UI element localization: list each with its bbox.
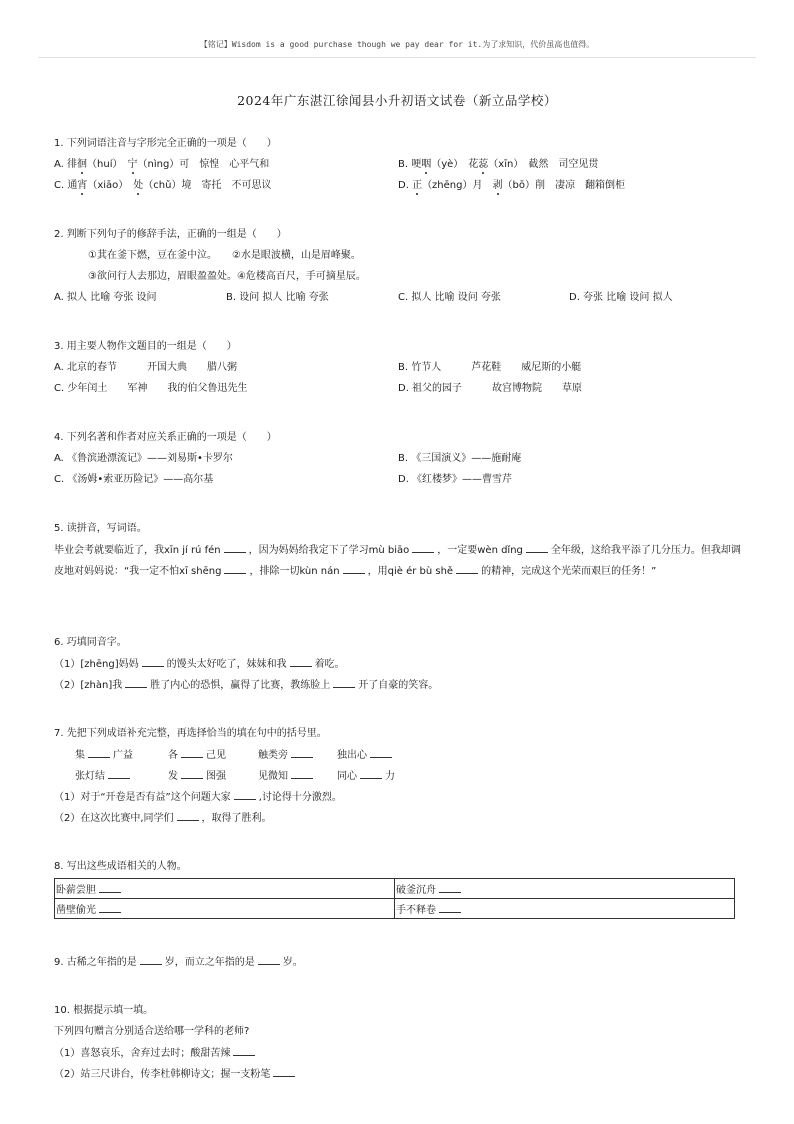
dotted-char: 剥 <box>492 180 503 191</box>
q10-line1 <box>54 1046 258 1061</box>
text: 各 <box>168 750 178 761</box>
q7-stem: 7. 先把下列成语补充完整，再选择恰当的填在句中的括号里。 <box>54 728 327 739</box>
answer-blank[interactable] <box>140 955 162 965</box>
q5-stem: 5. 读拼音，写词语。 <box>54 523 147 534</box>
q7-idiom <box>75 769 133 784</box>
answer-blank[interactable] <box>108 769 130 779</box>
text: 破釜沉舟 <box>396 885 436 896</box>
answer-blank[interactable] <box>360 769 382 779</box>
answer-blank[interactable] <box>291 748 313 758</box>
text: （huí） <box>87 159 128 170</box>
table-cell[interactable] <box>55 879 395 899</box>
text: 全年级，这给我平添了几分压力。但我却调皮地对妈妈说：“我一定不怕xī shēng <box>54 545 741 577</box>
q2-sentences-line2: ③欲问行人去那边，眉眼盈盈处。④危楼高百尺，手可摘星辰。 <box>88 271 366 282</box>
answer-blank[interactable] <box>526 543 548 553</box>
text: ,讨论得十分激烈。 <box>258 792 342 803</box>
q7-idiom <box>337 748 395 763</box>
text: （yè） 花 <box>431 159 479 170</box>
q7-sentence1 <box>54 790 342 805</box>
text: 发 <box>168 771 178 782</box>
q4-option-d[interactable]: D. 《红楼梦》——曹雪芹 <box>398 474 513 485</box>
text: 胜了内心的恐惧，赢得了比赛，教练脸上 <box>150 680 331 691</box>
text: 己见 <box>206 750 226 761</box>
table-cell[interactable] <box>55 899 395 919</box>
q3-option-d[interactable]: D. 祖父的园子 故宫博物院 草原 <box>398 383 583 394</box>
q3-stem: 3. 用主要人物作文题目的一组是（ ） <box>54 341 237 352</box>
text: 岁。 <box>282 957 303 968</box>
q6-stem: 6. 巧填同音字。 <box>54 637 127 648</box>
q2-stem: 2. 判断下列句子的修辞手法，正确的一组是（ ） <box>54 229 287 240</box>
answer-blank[interactable] <box>181 769 203 779</box>
q7-idiom <box>168 748 226 763</box>
q3-option-c[interactable]: C. 少年闰土 军神 我的伯父鲁迅先生 <box>54 383 248 394</box>
answer-blank[interactable] <box>224 543 246 553</box>
table-cell[interactable] <box>395 899 735 919</box>
text: 广益 <box>113 750 133 761</box>
answer-blank[interactable] <box>181 748 203 758</box>
text: ，取得了胜利。 <box>201 813 272 824</box>
text: （2）站三尺讲台，传李杜韩柳诗文；握一支粉笔 <box>54 1069 271 1080</box>
q7-idiom <box>337 769 395 784</box>
q7-idiom <box>75 748 133 763</box>
text: D. <box>398 180 413 191</box>
q7-idiom <box>168 769 226 784</box>
q1-stem: 1. 下列词语注音与字形完全正确的一项是（ ） <box>54 138 277 149</box>
text: 手不释卷 <box>396 905 436 916</box>
text: （zhēng）月 <box>422 180 493 191</box>
q3-option-a[interactable]: A. 北京的春节 开国大典 腊八粥 <box>54 362 238 373</box>
text: B. 哽 <box>398 159 422 170</box>
text: （1）对于“开卷是否有益”这个问题大家 <box>54 792 231 803</box>
text: 的精神，完成这个光荣而艰巨的任务！” <box>481 566 657 577</box>
text: （2）在这次比赛中,同学们 <box>54 813 174 824</box>
text: ，排除一切kùn nán <box>249 566 340 577</box>
q1-option-d[interactable] <box>398 179 625 193</box>
header-motto: 【铭记】Wisdom is a good purchase though we pay dear for it.为了求知识，代价虽高也值得。 <box>199 40 595 49</box>
text: （bō）削 凄凉 翻箱倒柜 <box>502 180 625 191</box>
q2-sentences-line1: ①萁在釜下燃，豆在釜中泣。 ②水是眼波横，山是眉峰聚。 <box>88 250 361 261</box>
answer-blank[interactable] <box>99 883 121 893</box>
text: 卧薪尝胆 <box>56 885 96 896</box>
dotted-char: 蕊 <box>478 159 489 170</box>
header-divider <box>38 57 756 58</box>
q1-option-a[interactable] <box>54 158 269 172</box>
table-cell[interactable] <box>395 879 735 899</box>
q6-line2 <box>54 678 438 693</box>
q6-line1 <box>54 657 345 672</box>
dotted-char: 处 <box>133 180 144 191</box>
q3-option-b[interactable]: B. 竹节人 芦花鞋 威尼斯的小艇 <box>398 362 582 373</box>
answer-blank[interactable] <box>88 748 110 758</box>
q1-option-c[interactable] <box>54 179 271 193</box>
q4-option-b[interactable]: B. 《三国演义》——施耐庵 <box>398 453 522 464</box>
q2-option-c[interactable]: C. 拟人 比喻 设问 夸张 <box>398 292 501 303</box>
q10-stem: 10. 根据提示填一填。 <box>54 1005 154 1016</box>
text: 见微知 <box>258 771 288 782</box>
q2-option-d[interactable]: D. 夸张 比喻 设问 拟人 <box>569 292 673 303</box>
text: 力 <box>385 771 395 782</box>
text: 毕业会考就要临近了，我xīn jí rú fén <box>54 545 221 556</box>
q10-line2 <box>54 1067 298 1082</box>
table-row <box>55 899 735 919</box>
dotted-char: 正 <box>412 180 423 191</box>
q8-stem: 8. 写出这些成语相关的人物。 <box>54 861 187 872</box>
text: 同心 <box>337 771 357 782</box>
answer-blank[interactable] <box>439 883 461 893</box>
answer-blank[interactable] <box>177 811 199 821</box>
answer-blank[interactable] <box>234 790 256 800</box>
answer-blank[interactable] <box>412 543 434 553</box>
text: ，用qiè ér bù shě <box>367 566 454 577</box>
text: （1）喜怒哀乐，舍弃过去时；酸甜苦辣 <box>54 1048 231 1059</box>
q7-idiom <box>258 748 316 763</box>
answer-blank[interactable] <box>290 657 312 667</box>
q5-paragraph <box>54 540 744 582</box>
answer-blank[interactable] <box>224 564 246 574</box>
answer-blank[interactable] <box>273 1067 295 1077</box>
answer-blank[interactable] <box>125 678 147 688</box>
answer-blank[interactable] <box>291 769 313 779</box>
text: 岁，而立之年指的是 <box>164 957 255 968</box>
q7-idiom <box>258 769 316 784</box>
q9-line <box>54 955 303 970</box>
text: 凿壁偷光 <box>56 905 96 916</box>
text: （nìng）可 惊惶 心平气和 <box>137 159 270 170</box>
q8-table <box>54 878 735 919</box>
answer-blank[interactable] <box>456 564 478 574</box>
q1-option-b[interactable] <box>398 158 598 172</box>
text: 的馒头太好吃了，妹妹和我 <box>166 659 287 670</box>
answer-blank[interactable] <box>343 564 365 574</box>
text: （xīn） 截然 司空见贯 <box>488 159 599 170</box>
dotted-char: 徊 <box>77 159 88 170</box>
text: （2）[zhàn]我 <box>54 680 123 691</box>
text: C. 通 <box>54 180 78 191</box>
q2-option-a[interactable]: A. 拟人 比喻 夸张 设问 <box>54 292 157 303</box>
q2-option-b[interactable]: B. 设问 拟人 比喻 夸张 <box>226 292 329 303</box>
text: （xiāo） <box>87 180 134 191</box>
text: 集 <box>75 750 85 761</box>
page-title: 2024年广东湛江徐闻县小升初语文试卷（新立品学校） <box>237 93 557 108</box>
answer-blank[interactable] <box>233 1046 255 1056</box>
text: 张灯结 <box>75 771 105 782</box>
text: 开了自豪的笑容。 <box>358 680 439 691</box>
q4-option-a[interactable]: A. 《鲁滨逊漂流记》——刘易斯•卡罗尔 <box>54 453 233 464</box>
answer-blank[interactable] <box>333 678 355 688</box>
text: 触类旁 <box>258 750 288 761</box>
q4-stem: 4. 下列名著和作者对应关系正确的一项是（ ） <box>54 432 277 443</box>
text: 9. 古稀之年指的是 <box>54 957 137 968</box>
dotted-char: 咽 <box>421 159 432 170</box>
answer-blank[interactable] <box>99 903 121 913</box>
answer-blank[interactable] <box>370 748 392 758</box>
text: （chǔ）境 寄托 不可思议 <box>143 180 272 191</box>
answer-blank[interactable] <box>142 657 164 667</box>
text: 图强 <box>206 771 226 782</box>
table-row <box>55 879 735 899</box>
dotted-char: 宁 <box>127 159 138 170</box>
text: （1）[zhēng]妈妈 <box>54 659 139 670</box>
text: 着吃。 <box>314 659 345 670</box>
q10-intro: 下列四句赠言分别适合送给哪一学科的老师? <box>54 1026 250 1037</box>
answer-blank[interactable] <box>258 955 280 965</box>
q7-sentence2 <box>54 811 272 826</box>
text: 独出心 <box>337 750 367 761</box>
dotted-char: 宵 <box>77 180 88 191</box>
answer-blank[interactable] <box>439 903 461 913</box>
text: ，因为妈妈给我定下了学习mù biāo <box>248 545 410 556</box>
text: ，一定要wèn dǐng <box>437 545 523 556</box>
q4-option-c[interactable]: C. 《汤姆•索亚历险记》——高尔基 <box>54 474 214 485</box>
text: A. 徘 <box>54 159 78 170</box>
